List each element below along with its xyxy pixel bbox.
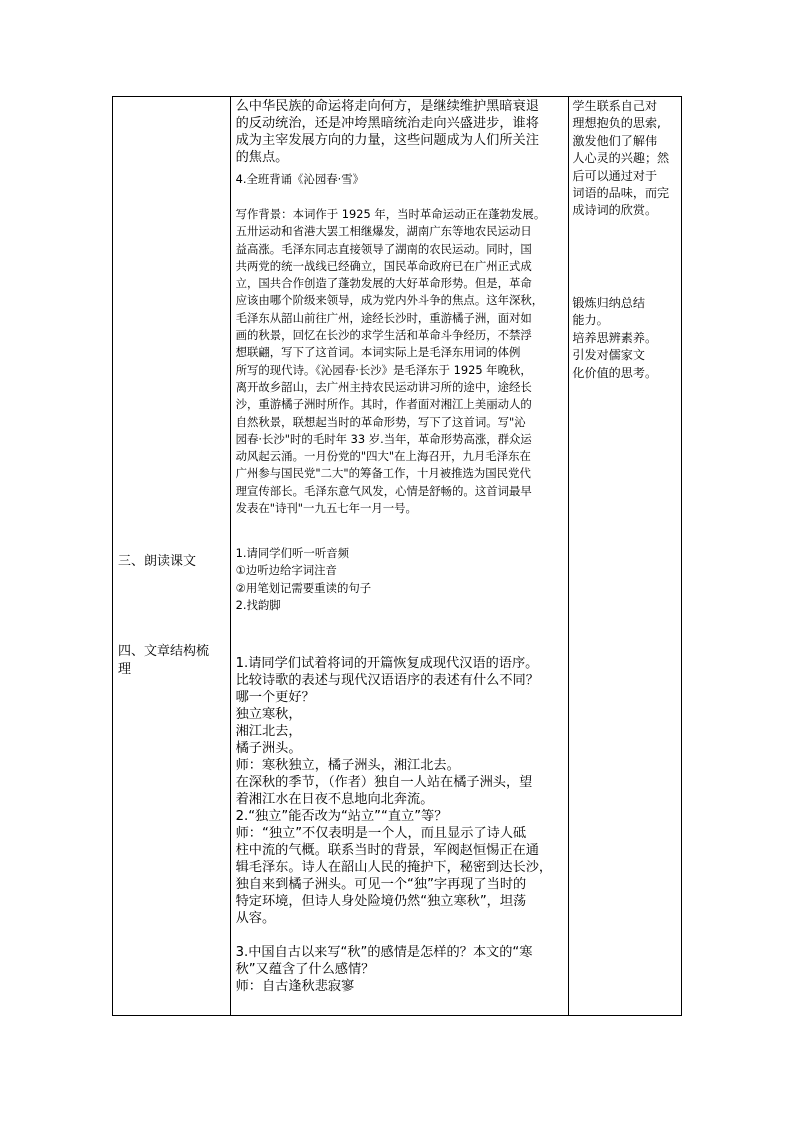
text-line: 独立寒秋， — [235, 707, 302, 722]
text-line: 的反动统治，还是冲垮黑暗统治走向兴盛进步，谁将 — [235, 116, 539, 131]
text-line: 发表在"诗刊"一九五七年一月一号。 — [235, 501, 417, 516]
text-line: 的焦点。 — [235, 150, 289, 165]
recite-instruction: 4.全班背诵《沁园春·雪》 — [235, 172, 365, 186]
text-line: 共两党的统一战线已经确立，国民革命政府已在广州正式成 — [235, 258, 532, 273]
text-line: 画的秋景，回忆在长沙的求学生活和革命斗争经历，不禁浮 — [235, 328, 532, 343]
text-line: 所写的现代诗。《沁园春·长沙》是毛泽东于 1925 年晚秋， — [235, 362, 532, 377]
text-line: 着湘江水在日夜不息地向北奔流。 — [235, 792, 434, 807]
text-line: 师：自古逢秋悲寂寥 — [235, 979, 355, 994]
text-line: 毛泽东从韶山前往广州，途经长沙时，重游橘子洲，面对如 — [235, 310, 532, 325]
writing-background — [236, 206, 546, 517]
text-line: 人心灵的兴趣；然 — [572, 151, 670, 166]
text-line: 师：“独立”不仅表明是一个人，而且显示了诗人砥 — [235, 826, 527, 841]
text-line: 广州参与国民党"二大"的筹备工作，十月被推选为国民党代 — [235, 466, 531, 481]
text-line: 写作背景：本词作于 1925 年，当时革命运动正在蓬勃发展。 — [235, 207, 546, 221]
teaching-content-cell — [230, 97, 569, 1016]
text-line: 在深秋的季节，（作者）独自一人站在橘子洲头，望 — [235, 775, 533, 790]
text-line: 独自来到橘子洲头。可见一个“独”字再现了当时的 — [235, 877, 527, 892]
text-line: 1.请同学们听一听音频 — [235, 546, 349, 560]
text-line: 立，国共合作创造了蓬勃发展的大好革命形势。但是，革命 — [235, 276, 532, 291]
text-line: 离开故乡韶山，去广州主持农民运动讲习所的途中，途经长 — [235, 379, 532, 394]
text-line: 理宣传部长。毛泽东意气风发，心情是舒畅的。这首词最早 — [235, 483, 532, 498]
text-line: 学生联系自己对 — [572, 99, 658, 113]
text-line: 1.请同学们试着将词的开篇恢复成现代汉语的语序。 — [235, 656, 539, 671]
text-line: 能力。 — [572, 313, 609, 328]
text-line: 师：寒秋独立，橘子洲头，湘江北去。 — [235, 758, 460, 773]
text-line: 词语的品味，而完 — [572, 186, 670, 201]
text-line: 秋”又蕴含了什么感情？ — [235, 962, 375, 977]
table-row — [113, 97, 682, 1016]
text-line: 湘江北去， — [235, 724, 302, 739]
text-line: 后可以通过对于 — [572, 168, 658, 183]
text-line: 成诗词的欣赏。 — [572, 203, 658, 218]
text-line: 哪一个更好？ — [235, 690, 315, 705]
text-line: ①边听边给字词注音 — [235, 563, 337, 578]
text-line: 锻炼归纳总结 — [572, 296, 645, 310]
blank-line — [236, 927, 553, 944]
text-line: ②用笔划记需要重读的句子 — [235, 580, 372, 595]
text-line: 想联翩，写下了这首词。本词实际上是毛泽东用词的体例 — [235, 345, 521, 360]
intent-block-2 — [572, 295, 657, 382]
text-line: 激发他们了解伟 — [572, 133, 658, 148]
section-heading-structure-cont: 理 — [118, 662, 132, 677]
text-line: 2.“独立”能否改为“站立”“直立”等？ — [235, 809, 448, 824]
structure-activity — [236, 655, 553, 995]
section-heading-reading: 三、朗读课文 — [118, 554, 197, 569]
text-line: 理想抱负的思索, — [572, 116, 661, 131]
text-line: 益高涨。毛泽东同志直接领导了湖南的农民运动。同时，国 — [235, 241, 532, 256]
text-line: 么中华民族的命运将走向何方，是继续维护黑暗衰退 — [235, 99, 539, 114]
teaching-step-cell — [113, 97, 231, 1016]
text-line: 3.中国自古以来写“秋”的感情是怎样的？本文的“寒 — [235, 945, 533, 960]
text-line: 辑毛泽东。诗人在韶山人民的掩护下，秘密到达长沙， — [235, 860, 553, 875]
text-line: 特定环境，但诗人身处险境仍然“独立寒秋”，坦荡 — [235, 894, 527, 909]
section-heading-structure: 四、文章结构梳 — [118, 644, 210, 659]
text-line: 沙，重游橘子洲时所作。其时，作者面对湘江上美丽动人的 — [235, 397, 532, 412]
text-line: 从容。 — [235, 911, 276, 926]
text-line: 动风起云涌。一月份党的"四大"在上海召开，九月毛泽东在 — [235, 449, 531, 464]
text-line: 培养思辨素养。 — [572, 330, 658, 345]
listen-activity — [236, 545, 372, 614]
text-line: 橘子洲头。 — [235, 741, 302, 756]
text-line: 比较诗歌的表述与现代汉语语序的表述有什么不同？ — [235, 673, 539, 688]
text-line: 园春·长沙"时的毛时年 33 岁.当年，革命形势高涨，群众运 — [235, 431, 532, 446]
intro-paragraph — [236, 98, 539, 166]
design-intent-cell — [569, 97, 682, 1016]
text-line: 引发对儒家文 — [572, 348, 645, 363]
text-line: 化价值的思考。 — [572, 365, 658, 380]
text-line: 成为主宰发展方向的力量，这些问题成为人们所关注 — [235, 133, 539, 148]
text-line: 五卅运动和省港大罢工相继爆发，湖南广东等地农民运动日 — [235, 224, 532, 239]
text-line: 柱中流的气概。联系当时的背景，军阀赵恒惕正在通 — [235, 843, 539, 858]
text-line: 应该由哪个阶级来领导，成为党内外斗争的焦点。这年深秋， — [235, 293, 544, 308]
text-line: 自然秋景，联想起当时的革命形势，写下了这首词。写"沁 — [235, 414, 526, 429]
intent-block-1 — [572, 98, 669, 220]
text-line: 2.找韵脚 — [235, 597, 281, 612]
lesson-plan-table — [112, 96, 682, 1016]
